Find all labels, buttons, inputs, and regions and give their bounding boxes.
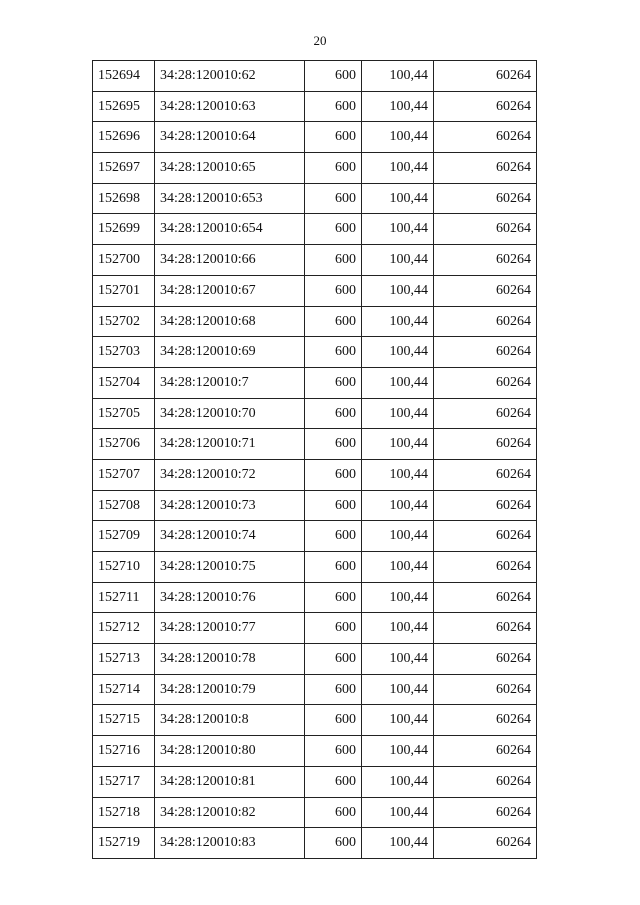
area-cell: 600	[305, 306, 362, 337]
sum-cell: 60264	[434, 828, 537, 859]
row-id-cell: 152709	[93, 521, 155, 552]
cadastral-number-cell: 34:28:120010:74	[155, 521, 305, 552]
price-cell: 100,44	[362, 367, 434, 398]
cadastral-number-cell: 34:28:120010:73	[155, 490, 305, 521]
price-cell: 100,44	[362, 736, 434, 767]
sum-cell: 60264	[434, 674, 537, 705]
price-cell: 100,44	[362, 91, 434, 122]
price-cell: 100,44	[362, 582, 434, 613]
cadastral-number-cell: 34:28:120010:8	[155, 705, 305, 736]
price-cell: 100,44	[362, 828, 434, 859]
row-id-cell: 152716	[93, 736, 155, 767]
table-row	[93, 674, 537, 705]
price-cell: 100,44	[362, 153, 434, 184]
row-id-cell: 152714	[93, 674, 155, 705]
sum-cell: 60264	[434, 367, 537, 398]
cadastral-number-cell: 34:28:120010:76	[155, 582, 305, 613]
row-id-cell: 152705	[93, 398, 155, 429]
row-id-cell: 152698	[93, 183, 155, 214]
table-row	[93, 459, 537, 490]
row-id-cell: 152694	[93, 61, 155, 92]
price-cell: 100,44	[362, 61, 434, 92]
table-row	[93, 367, 537, 398]
row-id-cell: 152707	[93, 459, 155, 490]
table-row	[93, 828, 537, 859]
row-id-cell: 152695	[93, 91, 155, 122]
sum-cell: 60264	[434, 122, 537, 153]
cadastral-number-cell: 34:28:120010:80	[155, 736, 305, 767]
row-id-cell: 152712	[93, 613, 155, 644]
area-cell: 600	[305, 705, 362, 736]
area-cell: 600	[305, 337, 362, 368]
price-cell: 100,44	[362, 490, 434, 521]
price-cell: 100,44	[362, 275, 434, 306]
table-row	[93, 275, 537, 306]
cadastral-number-cell: 34:28:120010:68	[155, 306, 305, 337]
row-id-cell: 152718	[93, 797, 155, 828]
table-row	[93, 613, 537, 644]
price-cell: 100,44	[362, 644, 434, 675]
sum-cell: 60264	[434, 644, 537, 675]
cadastral-number-cell: 34:28:120010:67	[155, 275, 305, 306]
cadastral-number-cell: 34:28:120010:64	[155, 122, 305, 153]
area-cell: 600	[305, 736, 362, 767]
sum-cell: 60264	[434, 91, 537, 122]
area-cell: 600	[305, 214, 362, 245]
cadastral-number-cell: 34:28:120010:78	[155, 644, 305, 675]
sum-cell: 60264	[434, 214, 537, 245]
price-cell: 100,44	[362, 521, 434, 552]
area-cell: 600	[305, 183, 362, 214]
table-row	[93, 183, 537, 214]
cadastral-number-cell: 34:28:120010:653	[155, 183, 305, 214]
table-row	[93, 797, 537, 828]
area-cell: 600	[305, 797, 362, 828]
row-id-cell: 152717	[93, 766, 155, 797]
sum-cell: 60264	[434, 61, 537, 92]
cadastral-number-cell: 34:28:120010:71	[155, 429, 305, 460]
sum-cell: 60264	[434, 337, 537, 368]
price-cell: 100,44	[362, 797, 434, 828]
sum-cell: 60264	[434, 521, 537, 552]
sum-cell: 60264	[434, 582, 537, 613]
sum-cell: 60264	[434, 613, 537, 644]
area-cell: 600	[305, 766, 362, 797]
cadastral-number-cell: 34:28:120010:654	[155, 214, 305, 245]
price-cell: 100,44	[362, 552, 434, 583]
table-row	[93, 398, 537, 429]
price-cell: 100,44	[362, 245, 434, 276]
sum-cell: 60264	[434, 705, 537, 736]
sum-cell: 60264	[434, 459, 537, 490]
area-cell: 600	[305, 644, 362, 675]
table-row	[93, 153, 537, 184]
sum-cell: 60264	[434, 153, 537, 184]
area-cell: 600	[305, 122, 362, 153]
table-row	[93, 552, 537, 583]
row-id-cell: 152703	[93, 337, 155, 368]
area-cell: 600	[305, 398, 362, 429]
area-cell: 600	[305, 459, 362, 490]
sum-cell: 60264	[434, 245, 537, 276]
row-id-cell: 152701	[93, 275, 155, 306]
cadastral-table	[92, 60, 537, 859]
row-id-cell: 152710	[93, 552, 155, 583]
table-row	[93, 490, 537, 521]
table-row	[93, 122, 537, 153]
table-row	[93, 91, 537, 122]
area-cell: 600	[305, 674, 362, 705]
area-cell: 600	[305, 429, 362, 460]
cadastral-number-cell: 34:28:120010:63	[155, 91, 305, 122]
sum-cell: 60264	[434, 490, 537, 521]
row-id-cell: 152711	[93, 582, 155, 613]
cadastral-number-cell: 34:28:120010:65	[155, 153, 305, 184]
row-id-cell: 152700	[93, 245, 155, 276]
price-cell: 100,44	[362, 766, 434, 797]
page-number: 20	[313, 33, 327, 48]
cadastral-number-cell: 34:28:120010:62	[155, 61, 305, 92]
area-cell: 600	[305, 490, 362, 521]
row-id-cell: 152719	[93, 828, 155, 859]
sum-cell: 60264	[434, 766, 537, 797]
price-cell: 100,44	[362, 122, 434, 153]
sum-cell: 60264	[434, 797, 537, 828]
price-cell: 100,44	[362, 705, 434, 736]
sum-cell: 60264	[434, 183, 537, 214]
table-row	[93, 521, 537, 552]
price-cell: 100,44	[362, 459, 434, 490]
row-id-cell: 152715	[93, 705, 155, 736]
area-cell: 600	[305, 521, 362, 552]
price-cell: 100,44	[362, 429, 434, 460]
area-cell: 600	[305, 61, 362, 92]
cadastral-number-cell: 34:28:120010:72	[155, 459, 305, 490]
price-cell: 100,44	[362, 214, 434, 245]
table-row	[93, 337, 537, 368]
price-cell: 100,44	[362, 613, 434, 644]
table-row	[93, 245, 537, 276]
sum-cell: 60264	[434, 552, 537, 583]
table-row	[93, 214, 537, 245]
price-cell: 100,44	[362, 337, 434, 368]
table-row	[93, 736, 537, 767]
sum-cell: 60264	[434, 275, 537, 306]
area-cell: 600	[305, 153, 362, 184]
sum-cell: 60264	[434, 306, 537, 337]
cadastral-number-cell: 34:28:120010:7	[155, 367, 305, 398]
cadastral-number-cell: 34:28:120010:70	[155, 398, 305, 429]
area-cell: 600	[305, 613, 362, 644]
table-row	[93, 61, 537, 92]
area-cell: 600	[305, 828, 362, 859]
table-row	[93, 306, 537, 337]
cadastral-number-cell: 34:28:120010:77	[155, 613, 305, 644]
area-cell: 600	[305, 245, 362, 276]
price-cell: 100,44	[362, 398, 434, 429]
row-id-cell: 152713	[93, 644, 155, 675]
table-row	[93, 429, 537, 460]
cadastral-number-cell: 34:28:120010:82	[155, 797, 305, 828]
cadastral-number-cell: 34:28:120010:81	[155, 766, 305, 797]
area-cell: 600	[305, 275, 362, 306]
row-id-cell: 152702	[93, 306, 155, 337]
cadastral-number-cell: 34:28:120010:66	[155, 245, 305, 276]
area-cell: 600	[305, 367, 362, 398]
table-body	[93, 61, 537, 859]
cadastral-number-cell: 34:28:120010:75	[155, 552, 305, 583]
table-row	[93, 705, 537, 736]
area-cell: 600	[305, 552, 362, 583]
area-cell: 600	[305, 91, 362, 122]
row-id-cell: 152696	[93, 122, 155, 153]
cadastral-number-cell: 34:28:120010:83	[155, 828, 305, 859]
table-row	[93, 582, 537, 613]
area-cell: 600	[305, 582, 362, 613]
row-id-cell: 152697	[93, 153, 155, 184]
row-id-cell: 152708	[93, 490, 155, 521]
price-cell: 100,44	[362, 306, 434, 337]
price-cell: 100,44	[362, 674, 434, 705]
table-row	[93, 766, 537, 797]
sum-cell: 60264	[434, 398, 537, 429]
table-row	[93, 644, 537, 675]
row-id-cell: 152704	[93, 367, 155, 398]
cadastral-number-cell: 34:28:120010:79	[155, 674, 305, 705]
cadastral-number-cell: 34:28:120010:69	[155, 337, 305, 368]
row-id-cell: 152699	[93, 214, 155, 245]
row-id-cell: 152706	[93, 429, 155, 460]
sum-cell: 60264	[434, 736, 537, 767]
sum-cell: 60264	[434, 429, 537, 460]
price-cell: 100,44	[362, 183, 434, 214]
